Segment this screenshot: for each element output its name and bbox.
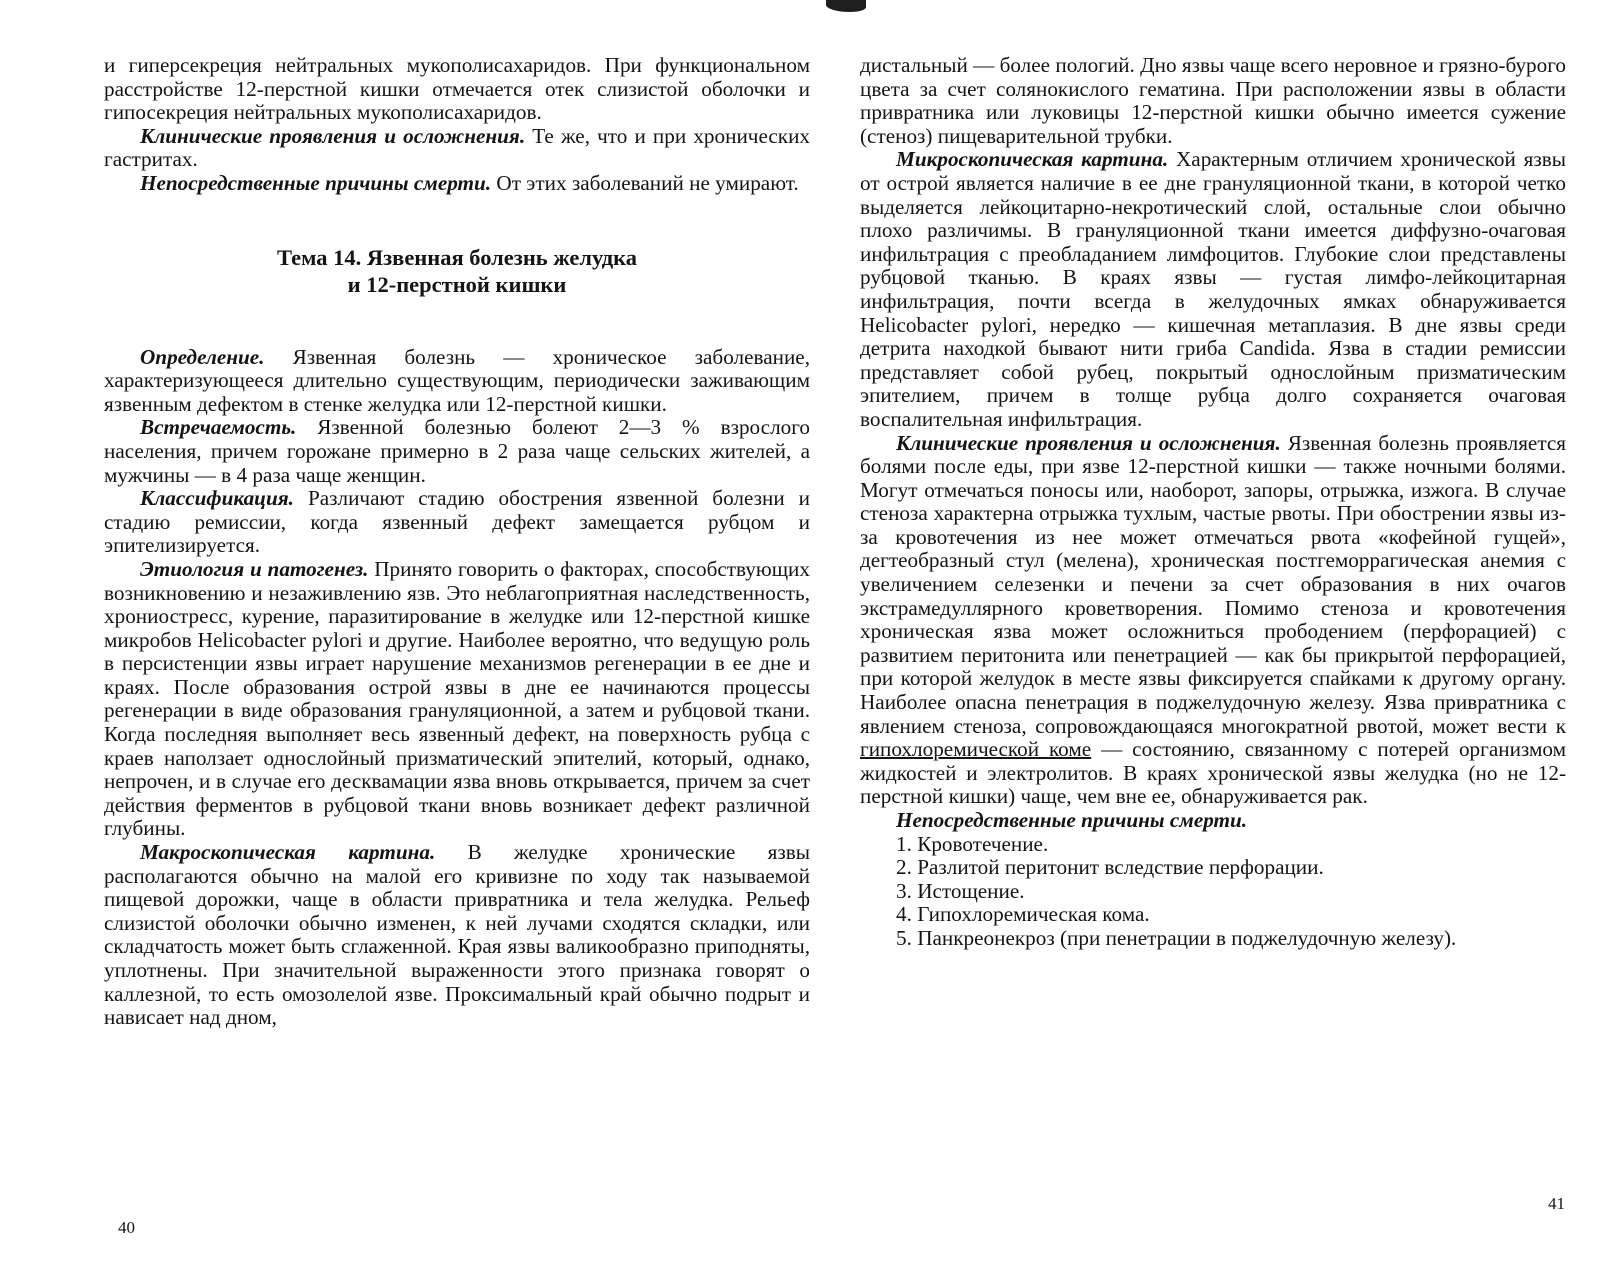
paragraph-heading: Макроскопическая картина. (140, 840, 436, 865)
page-number-left: 40 (118, 1218, 135, 1237)
list-item: 2. Разлитой перитонит вследствие перфорации. (896, 855, 1324, 880)
paragraph-definition (104, 346, 810, 417)
paragraph-heading: Клинические проявления и осложнения. (140, 123, 526, 148)
gutter-shadow (826, 0, 866, 12)
paragraph-text: Характерным отличием хронической язвы от острой является наличие в ее дне грануляционной ткани, в которой четко выделяется лейкоцитарно-некротический слой, остальные слои обычно плохо различимы. В грануляционной ткани имеется диффузно-очаговая инфильтрация с преобладанием лимфоцитов. Глубокие слои представлены рубцовой тканью. В краях язвы — густая лимфо-лейкоцитарная инфильтрация, почти всегда в желудочных ямках обнаруживается Helicobacter pylori, нередко — кишечная метаплазия. В дне язвы среди детрита находкой бывают нити гриба Candida. Язва в стадии ремиссии представляет собой рубец, покрытый однослойным призматическим эпителием, причем в толще рубца долго сохраняется очаговая воспалительная инфильтрация. (860, 147, 1566, 431)
paragraph-microscopic (860, 148, 1566, 431)
paragraph-text: Различают стадию обострения язвенной болезни и стадию ремиссии, когда язвенный дефект замещается рубцом и эпителизируется. (104, 486, 810, 558)
paragraph-text: Принято говорить о факторах, способствующих возникновению и незаживлению язв. Это неблагоприятная наследственность, хрониостресс, курение, паразитирование в желудке или 12-перстной кишке микробов Helicobacter pylori и другие. Наиболее вероятно, что ведущую роль в персистенции язвы играет нарушение механизмов регенерации в ее дне и краях. После образования острой язвы в дне ее начинаются процессы регенерации в виде образования грануляционной, а затем и рубцовой ткани. Когда последняя выполняет весь язвенный дефект, на поверхность рубца с краев наползает однослойный призматический эпителий, который, однако, непрочен, и в случае его десквамации язва вновь открывается, причем за счет действия ферментов в рубцовой ткани вновь возникает дефект различной глубины. (104, 556, 810, 841)
paragraph-text: дистальный — более пологий. Дно язвы чаще всего неровное и грязно-бурого цвета за счет солянокислого гематина. При расположении язвы в области привратника или луковицы 12-перстной кишки обычно имеется сужение (стеноз) пищеварительной трубки. (860, 53, 1566, 148)
paragraph-heading: Определение. (140, 344, 265, 369)
paragraph-text: и гиперсекреция нейтральных мукополисахаридов. При функциональном расстройстве 12-перстной кишки отмечается отек слизистой оболочки и гипосекреция нейтральных мукополисахаридов. (104, 53, 810, 125)
list-item: 3. Истощение. (896, 878, 1025, 903)
paragraph-macroscopic (104, 841, 810, 1030)
paragraph-heading: Встречаемость. (140, 415, 297, 440)
paragraph-text: От этих заболеваний не умирают. (491, 170, 799, 195)
paragraph-heading: Микроскопическая картина. (896, 147, 1169, 172)
death-causes-list (860, 833, 1566, 951)
list-item: 4. Гипохлоремическая кома. (896, 902, 1150, 927)
topic-title-line-2: и 12-перстной кишки (347, 271, 567, 297)
page-number-right: 41 (1548, 1194, 1565, 1213)
paragraph-death-causes-heading (860, 809, 1566, 833)
paragraph-heading: Непосредственные причины смерти. (896, 808, 1248, 832)
paragraph-text: В желудке хронические язвы располагаются обычно на малой его кривизне по ходу так называемой пищевой дорожки, чаще в области привратника и тела желудка. Рельеф слизистой оболочки обычно изменен, к ней лучами сходятся складки, или складчатость может быть сглаженной. Края язвы валикообразно приподняты, уплотнены. При значительной выраженности этого признака говорят о каллезной, то есть омозолелой язве. Проксимальный край обычно подрыт и нависает над дном, (104, 840, 810, 1030)
paragraph-death-causes (104, 172, 810, 196)
paragraph-clinical-complications (860, 432, 1566, 810)
paragraph-heading: Непосредственные причины смерти. (140, 170, 492, 195)
paragraph-frequency (104, 416, 810, 487)
underlined-term: гипохлоремической коме (860, 737, 1092, 762)
paragraph-classification (104, 487, 810, 558)
topic-title (104, 244, 810, 298)
left-page (104, 54, 810, 1030)
paragraph-text: Язвенная болезнь — хроническое заболевание, характеризующееся длительно существующим, периодически заживающим язвенным дефектом в стенке желудка или 12-перстной кишки. (104, 344, 810, 416)
right-page (860, 54, 1566, 951)
paragraph-heading: Этиология и патогенез. (140, 556, 369, 581)
list-item: 1. Кровотечение. (896, 831, 1049, 856)
paragraph-heading: Клинические проявления и осложнения. (896, 430, 1281, 455)
paragraph-text: — состоянию, связанному с потерей организмом жидкостей и электролитов. В краях хронической язвы желудка (но не 12-перстной кишки) чаще, чем вне ее, обнаруживается рак. (860, 737, 1566, 809)
paragraph-text: Те же, что и при хронических гастритах. (104, 123, 810, 172)
paragraph-text: Язвенной болезнью болеют 2—3 % взрослого населения, причем горожане примерно в 2 раза чаще сельских жителей, а мужчины — в 4 раза чаще женщин. (104, 415, 810, 487)
paragraph-etiology (104, 558, 810, 841)
paragraph-heading: Классификация. (140, 486, 294, 511)
paragraph-text: Язвенная болезнь проявляется болями после еды, при язве 12-перстной кишки — также ночными болями. Могут отмечаться поносы или, наоборот, запоры, отрыжка, изжога. В случае стеноза характерна отрыжка тухлым, частые рвоты. При обострении язвы из-за кровотечения из нее может отмечаться рвота «кофейной гущей», дегтеобразный стул (мелена), хроническая постгеморрагическая анемия с увеличением селезенки и печени за счет образования в них очагов экстрамедуллярного кроветворения. Помимо стеноза и кровотечения хроническая язва может осложниться прободением (перфорацией) с развитием перитонита или пенетрацией — как бы прикрытой перфорацией, при которой желудок в месте язвы фиксируется спайками к другому органу. Наиболее опасна пенетрация в поджелудочную железу. Язва привратника с явлением стеноза, сопровождающаяся многократной рвотой, может вести к (860, 430, 1567, 738)
list-item: 5. Панкреонекроз (при пенетрации в поджелудочную железу). (896, 925, 1457, 950)
paragraph-continuation (860, 54, 1566, 148)
topic-title-line-1: Тема 14. Язвенная болезнь желудка (276, 244, 638, 270)
paragraph-clinical (104, 125, 810, 172)
paragraph-continuation (104, 54, 810, 125)
